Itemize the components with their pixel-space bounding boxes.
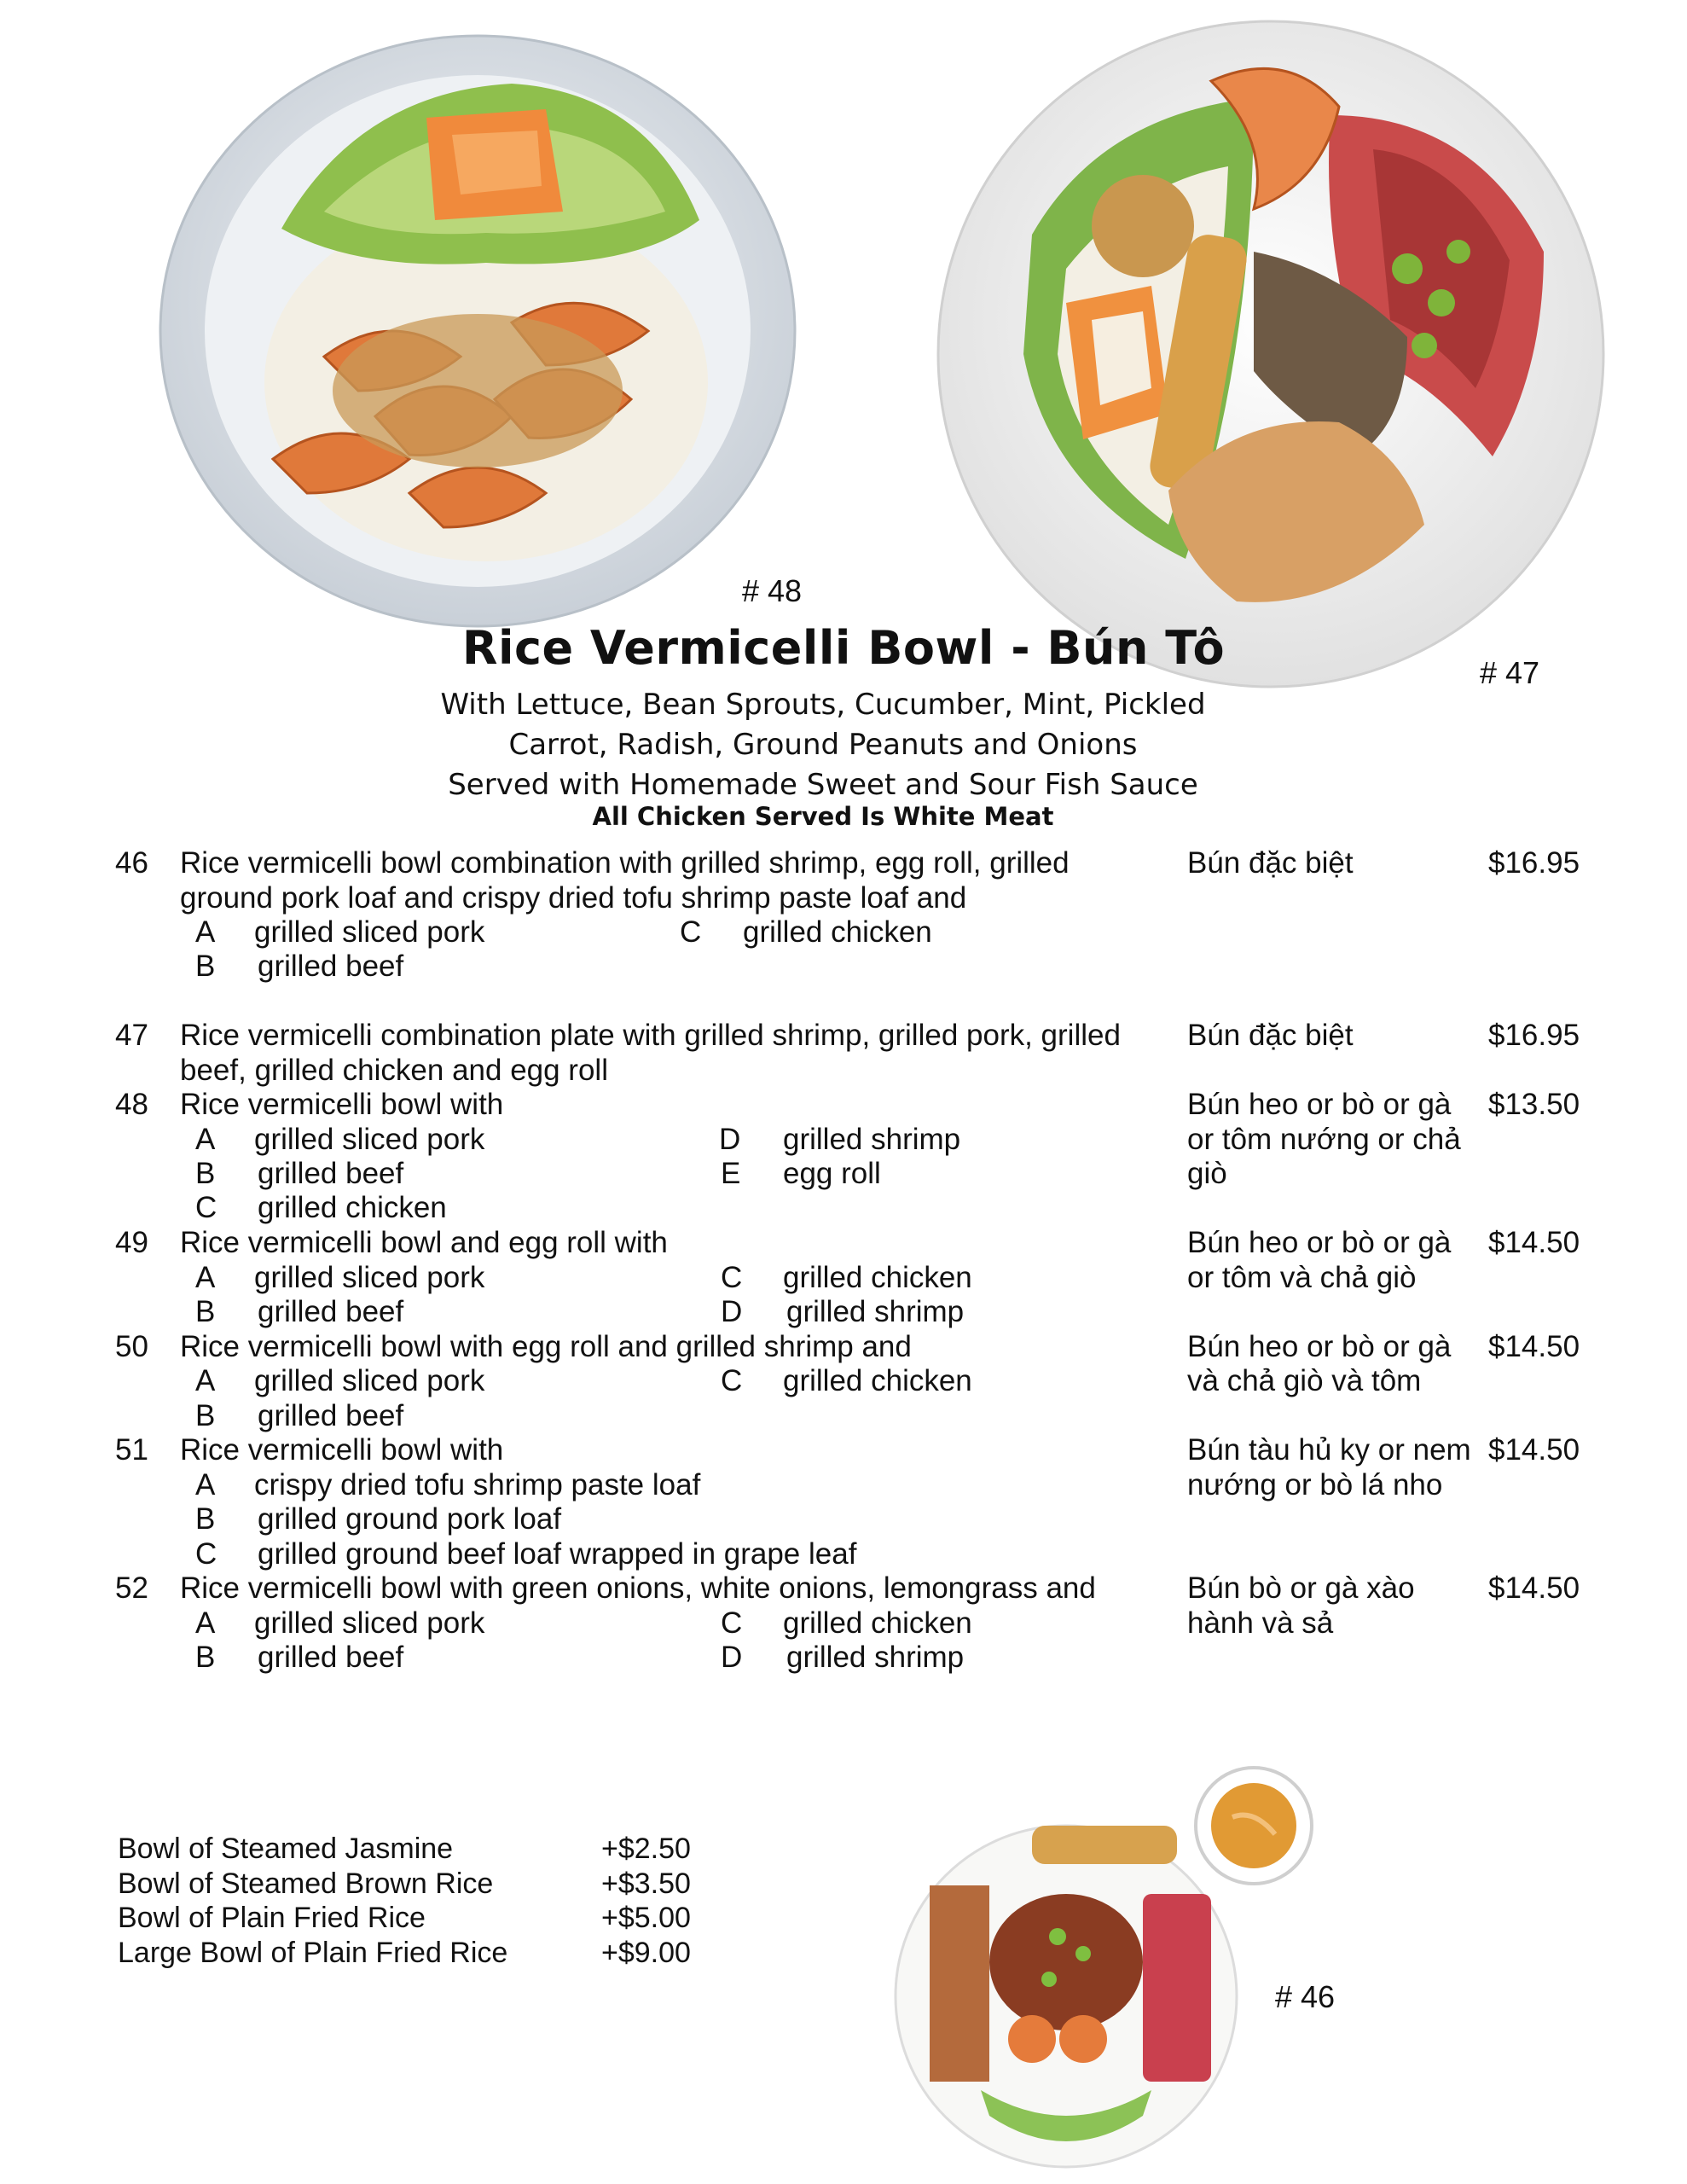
option-text: crispy dried tofu shrimp paste loaf <box>254 1468 701 1502</box>
option-text: grilled chicken <box>743 915 932 949</box>
option-letter: C <box>721 1261 743 1294</box>
item-description: beef, grilled chicken and egg roll <box>180 1054 608 1087</box>
option-text: grilled beef <box>258 1641 404 1674</box>
option-letter: A <box>195 1364 216 1397</box>
item-vietnamese-name: or tôm và chả giò <box>1187 1261 1417 1294</box>
item-number: 49 <box>115 1226 148 1259</box>
option-letter: C <box>195 1191 217 1224</box>
item-price: $14.50 <box>1488 1433 1580 1467</box>
item-vietnamese-name: Bún heo or bò or gà <box>1187 1088 1452 1121</box>
option-letter: C <box>195 1537 217 1571</box>
item-description: Rice vermicelli combination plate with grilled shrimp, grilled pork, grilled <box>180 1019 1121 1052</box>
option-text: grilled sliced pork <box>254 1261 485 1294</box>
option-text: grilled sliced pork <box>254 915 485 949</box>
item-vietnamese-name: or tôm nướng or chả <box>1187 1123 1461 1156</box>
option-letter: C <box>721 1364 743 1397</box>
option-text: grilled sliced pork <box>254 1364 485 1397</box>
option-letter: D <box>719 1123 741 1156</box>
item-vietnamese-name: hành và sả <box>1187 1606 1334 1640</box>
option-letter: B <box>195 1399 216 1432</box>
option-text: grilled sliced pork <box>254 1606 485 1640</box>
item-vietnamese-name: giò <box>1187 1157 1227 1190</box>
option-text: grilled chicken <box>783 1261 972 1294</box>
option-letter: C <box>721 1606 743 1640</box>
option-text: grilled shrimp <box>783 1123 961 1156</box>
dish-photo-47 <box>930 13 1612 695</box>
item-price: $16.95 <box>1488 1019 1580 1052</box>
option-letter: D <box>721 1641 743 1674</box>
side-price: +$5.00 <box>601 1902 691 1934</box>
option-letter: B <box>195 950 216 983</box>
subtitle-line-2: Carrot, Radish, Ground Peanuts and Onions <box>508 728 1138 762</box>
option-text: grilled sliced pork <box>254 1123 485 1156</box>
option-letter: A <box>195 1123 216 1156</box>
item-price: $13.50 <box>1488 1088 1580 1121</box>
option-letter: A <box>195 1468 216 1502</box>
option-text: grilled ground pork loaf <box>258 1502 562 1536</box>
item-vietnamese-name: nướng or bò lá nho <box>1187 1468 1443 1502</box>
item-number: 48 <box>115 1088 148 1121</box>
photo-label-48: # 48 <box>742 573 803 608</box>
item-description: Rice vermicelli bowl combination with grilled shrimp, egg roll, grilled <box>180 846 1070 880</box>
item-price: $14.50 <box>1488 1330 1580 1363</box>
subtitle-line-1: With Lettuce, Bean Sprouts, Cucumber, Mint, Pickled <box>440 688 1206 722</box>
option-letter: D <box>721 1295 743 1328</box>
photo-label-47: # 47 <box>1480 655 1540 690</box>
photo-label-46: # 46 <box>1275 1979 1336 2014</box>
item-price: $14.50 <box>1488 1226 1580 1259</box>
option-letter: A <box>195 1261 216 1294</box>
option-text: grilled chicken <box>258 1191 447 1224</box>
side-price: +$2.50 <box>601 1833 691 1865</box>
option-text: grilled shrimp <box>786 1641 965 1674</box>
side-name: Bowl of Steamed Brown Rice <box>118 1867 494 1900</box>
item-vietnamese-name: Bún heo or bò or gà <box>1187 1330 1452 1363</box>
option-letter: C <box>680 915 702 949</box>
dish-photo-48 <box>154 15 802 630</box>
item-description: Rice vermicelli bowl with egg roll and grilled shrimp and <box>180 1330 912 1363</box>
item-number: 50 <box>115 1330 148 1363</box>
item-vietnamese-name: Bún tàu hủ ky or nem <box>1187 1433 1471 1467</box>
dish-photo-46 <box>887 1740 1330 2175</box>
item-vietnamese-name: Bún đặc biệt <box>1187 846 1354 880</box>
item-description: ground pork loaf and crispy dried tofu shrimp paste loaf and <box>180 881 967 915</box>
item-number: 47 <box>115 1019 148 1052</box>
side-price: +$9.00 <box>601 1937 691 1969</box>
option-letter: B <box>195 1641 216 1674</box>
side-name: Large Bowl of Plain Fried Rice <box>118 1937 508 1969</box>
white-meat-note: All Chicken Served Is White Meat <box>592 802 1054 831</box>
item-description: Rice vermicelli bowl with green onions, white onions, lemongrass and <box>180 1571 1096 1605</box>
item-vietnamese-name: Bún bò or gà xào <box>1187 1571 1415 1605</box>
item-price: $14.50 <box>1488 1571 1580 1605</box>
subtitle-line-3: Served with Homemade Sweet and Sour Fish Sauce <box>448 768 1198 802</box>
side-price: +$3.50 <box>601 1867 691 1900</box>
option-letter: B <box>195 1157 216 1190</box>
option-text: grilled chicken <box>783 1364 972 1397</box>
item-number: 51 <box>115 1433 148 1467</box>
item-description: Rice vermicelli bowl with <box>180 1433 504 1467</box>
item-price: $16.95 <box>1488 846 1580 880</box>
option-text: grilled ground beef loaf wrapped in grape leaf <box>258 1537 857 1571</box>
item-vietnamese-name: Bún đặc biệt <box>1187 1019 1354 1052</box>
option-text: grilled beef <box>258 1295 404 1328</box>
option-text: egg roll <box>783 1157 881 1190</box>
item-description: Rice vermicelli bowl with <box>180 1088 504 1121</box>
option-letter: E <box>721 1157 741 1190</box>
option-text: grilled beef <box>258 1157 404 1190</box>
item-vietnamese-name: Bún heo or bò or gà <box>1187 1226 1452 1259</box>
option-text: grilled chicken <box>783 1606 972 1640</box>
page-title: Rice Vermicelli Bowl - Bún Tô <box>461 621 1226 675</box>
option-letter: B <box>195 1295 216 1328</box>
option-text: grilled beef <box>258 950 404 983</box>
item-number: 46 <box>115 846 148 880</box>
option-letter: A <box>195 1606 216 1640</box>
item-description: Rice vermicelli bowl and egg roll with <box>180 1226 668 1259</box>
side-name: Bowl of Steamed Jasmine <box>118 1833 454 1865</box>
item-vietnamese-name: và chả giò và tôm <box>1187 1364 1422 1397</box>
side-name: Bowl of Plain Fried Rice <box>118 1902 426 1934</box>
option-text: grilled beef <box>258 1399 404 1432</box>
option-letter: B <box>195 1502 216 1536</box>
item-number: 52 <box>115 1571 148 1605</box>
option-letter: A <box>195 915 216 949</box>
option-text: grilled shrimp <box>786 1295 965 1328</box>
